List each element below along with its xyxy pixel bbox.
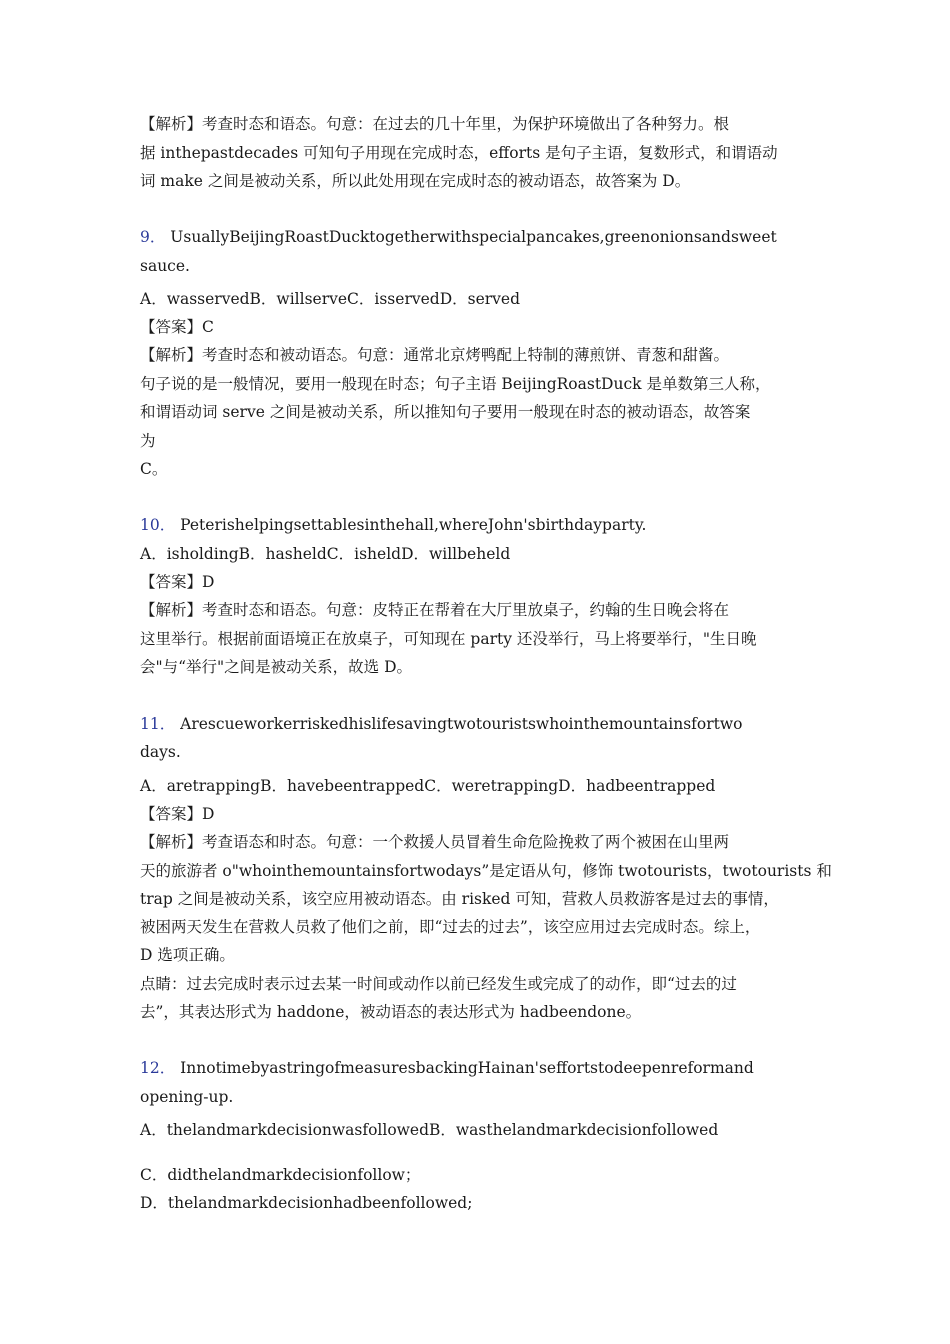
line-text: 【解析】考查时态和语态。句意：在过去的几十年里，为保护环境做出了各种努力。根 — [140, 115, 730, 133]
line-text: 词 make 之间是被动关系，所以此处用现在完成时态的被动语态，故答案为 D。 — [140, 172, 691, 190]
text-line — [140, 316, 214, 338]
question-number: 9． — [140, 228, 171, 246]
line-text: 【答案】D — [140, 573, 215, 591]
line-text: UsuallyBeijingRoastDucktogetherwithspecialpancakes,greenonionsandsweet — [170, 228, 777, 246]
text-line — [140, 255, 190, 277]
text-line — [140, 543, 510, 565]
question-number: 12． — [140, 1059, 181, 1077]
question-number: 10． — [140, 516, 181, 534]
text-line — [140, 628, 757, 650]
line-text: opening-up. — [140, 1088, 234, 1106]
text-line — [140, 599, 729, 621]
text-line — [140, 831, 729, 853]
question-number: 11． — [140, 715, 181, 733]
line-text: 点睛：过去完成时表示过去某一时间或动作以前已经发生或完成了的动作，即“过去的过 — [140, 975, 737, 993]
text-line — [140, 741, 181, 763]
line-text: 为 — [140, 432, 156, 450]
text-line — [140, 860, 832, 882]
line-text: 去”，其表达形式为 haddone，被动语态的表达形式为 hadbeendone。 — [140, 1003, 642, 1021]
text-line — [140, 973, 737, 995]
line-text: 【答案】D — [140, 805, 215, 823]
question-line — [140, 713, 743, 735]
text-line — [140, 458, 167, 480]
text-line — [140, 916, 760, 938]
line-text: 和谓语动词 serve 之间是被动关系，所以推知句子要用一般现在时态的被动语态，故答案 — [140, 403, 751, 421]
text-line — [140, 142, 778, 164]
line-text: D．thelandmarkdecisionhadbeenfollowed; — [140, 1194, 473, 1212]
text-line — [140, 1192, 472, 1214]
text-line — [140, 113, 729, 135]
text-line — [140, 170, 690, 192]
line-text: A．thelandmarkdecisionwasfollowedB．wasthelandmarkdecisionfollowed — [140, 1121, 719, 1139]
line-text: Arescueworkerriskedhislifesavingtwotouristswhointhemountainsfortwo — [180, 715, 743, 733]
line-text: days. — [140, 743, 181, 761]
text-line — [140, 1119, 718, 1141]
line-text: 【解析】考查语态和时态。句意：一个救援人员冒着生命危险挽救了两个被困在山里两 — [140, 833, 730, 851]
text-line — [140, 803, 214, 825]
line-text: A．aretrappingB．havebeentrappedC．weretrappingD．hadbeentrapped — [140, 777, 716, 795]
text-line — [140, 430, 156, 452]
line-text: 会"与“举行"之间是被动关系，故选 D。 — [140, 658, 413, 676]
line-text: 被困两天发生在营救人员救了他们之前，即“过去的过去”，该空应用过去完成时态。综上， — [140, 918, 761, 936]
text-line — [140, 1086, 233, 1108]
text-line — [140, 373, 770, 395]
line-text: 据 inthepastdecades 可知句子用现在完成时态，efforts 是句子主语，复数形式，和谓语动 — [140, 144, 778, 162]
text-line — [140, 775, 715, 797]
text-line — [140, 888, 779, 910]
text-line — [140, 571, 214, 593]
line-text: A．isholdingB．hasheldC．isheldD．willbeheld — [140, 545, 511, 563]
line-text: 【解析】考查时态和语态。句意：皮特正在帮着在大厅里放桌子，约翰的生日晚会将在 — [140, 601, 730, 619]
text-line — [140, 1001, 641, 1023]
line-text: A．wasservedB．willserveC．isservedD．served — [140, 290, 521, 308]
line-text: trap 之间是被动关系，该空应用被动语态。由 risked 可知，营救人员救游客是过去的事情， — [140, 890, 779, 908]
question-line — [140, 226, 777, 248]
line-text: 【解析】考查时态和被动语态。句意：通常北京烤鸭配上特制的薄煎饼、青葱和甜酱。 — [140, 346, 730, 364]
line-text: C。 — [140, 460, 168, 478]
line-text: 这里举行。根据前面语境正在放桌子，可知现在 party 还没举行，马上将要举行，"生日晚 — [140, 630, 757, 648]
line-text: 句子说的是一般情况，要用一般现在时态；句子主语 BeijingRoastDuck 是单数第三人称， — [140, 375, 771, 393]
line-text: D 选项正确。 — [140, 946, 235, 964]
line-text: Peterishelpingsettablesinthehall,whereJohn'sbirthdayparty. — [180, 516, 647, 534]
question-line — [140, 514, 646, 536]
text-line — [140, 656, 412, 678]
line-text: 天的旅游者 o"whointhemountainsfortwodays”是定语从句，修饰 twotourists，twotourists 和 — [140, 862, 832, 880]
question-line — [140, 1057, 754, 1079]
line-text: sauce. — [140, 257, 190, 275]
text-line — [140, 344, 729, 366]
line-text: C．didthelandmarkdecisionfollow； — [140, 1166, 421, 1184]
text-line — [140, 401, 750, 423]
text-line — [140, 944, 235, 966]
line-text: 【答案】C — [140, 318, 214, 336]
text-line — [140, 288, 520, 310]
line-text: InnotimebyastringofmeasuresbackingHainan'seffortstodeepenreformand — [180, 1059, 754, 1077]
text-line — [140, 1164, 420, 1186]
